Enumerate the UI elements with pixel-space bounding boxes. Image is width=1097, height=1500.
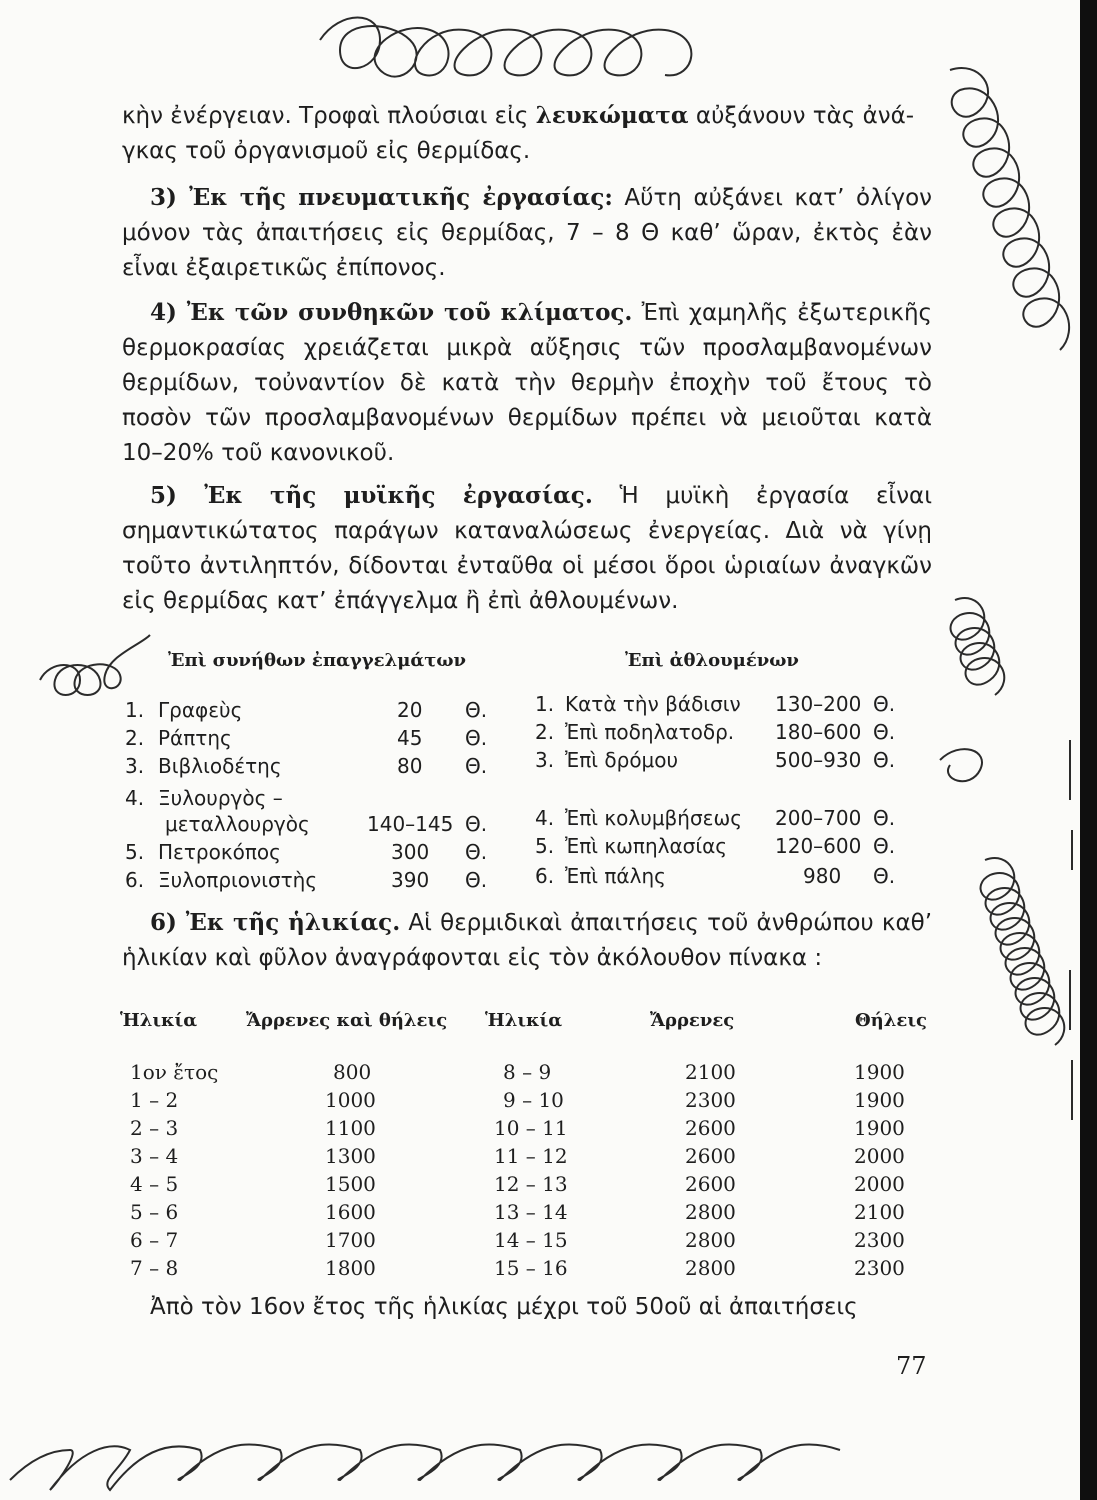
age-cell: 6 – 7 (130, 1228, 179, 1252)
row-number: 3. (535, 748, 555, 772)
paragraph-mental-work (122, 180, 932, 286)
calorie-cell: 2800 (685, 1200, 736, 1224)
age-cell: 2 – 3 (130, 1116, 179, 1140)
age-cell: 5 – 6 (130, 1200, 179, 1224)
calorie-unit: Θ. (873, 720, 896, 744)
activity-name: Κατὰ τὴν βάδισιν (565, 692, 741, 716)
calorie-value: 130–200 (775, 692, 862, 716)
row-number: 6. (125, 868, 145, 892)
calorie-cell: 2000 (854, 1172, 905, 1196)
age-cell: 10 – 11 (494, 1116, 568, 1140)
athletes-title: Ἐπὶ ἀθλουμένων (625, 650, 799, 671)
table-row (120, 1172, 940, 1200)
calorie-cell: 2300 (854, 1228, 905, 1252)
calorie-cell: 2300 (685, 1088, 736, 1112)
age-cell: 1 – 2 (130, 1088, 179, 1112)
page-edge (1080, 0, 1097, 1500)
calorie-unit: Θ. (465, 840, 488, 864)
column-header: Ἄρρενες καὶ θήλεις (246, 1010, 448, 1031)
age-cell: 15 – 16 (494, 1256, 568, 1280)
calorie-cell: 2800 (685, 1228, 736, 1252)
calorie-cell: 1800 (325, 1256, 376, 1280)
calorie-cell: 2100 (685, 1060, 736, 1084)
calorie-value: 80 (397, 754, 423, 778)
calorie-value: 140–145 (367, 812, 454, 836)
calorie-cell: 2600 (685, 1144, 736, 1168)
paragraph-continuation (122, 98, 932, 169)
age-cell: 4 – 5 (130, 1172, 179, 1196)
age-cell: 11 – 12 (494, 1144, 568, 1168)
paragraph-text: γκας τοῦ ὀργανισμοῦ εἰς θερμίδας. (122, 138, 531, 164)
calorie-value: 500–930 (775, 748, 862, 772)
calorie-cell: 1600 (325, 1200, 376, 1224)
age-cell: 8 – 9 (503, 1060, 552, 1084)
paragraph-text: Ἐπὶ χαμηλῆς ἐξωτερικῆς θερμοκρασίας χρειάζεται μικρὰ αὔξησις τῶν προσλαμβανομένων θερμίδων, τοὐναντίον δὲ κατὰ τὴν θερμὴν ἐποχὴν τοῦ ἔτους τὸ ποσὸν τῶν προσλαμβανομένων θερμίδων πρέπει νὰ μειοῦται κατὰ 10–20% τοῦ κανονικοῦ. (122, 300, 933, 466)
calorie-unit: Θ. (873, 864, 896, 888)
calorie-unit: Θ. (465, 698, 488, 722)
calorie-cell: 2600 (685, 1116, 736, 1140)
calorie-unit: Θ. (465, 868, 488, 892)
column-header: Ἄρρενες (650, 1010, 735, 1031)
row-number: 1. (125, 698, 145, 722)
calorie-cell: 1900 (854, 1116, 905, 1140)
activity-name: Ἐπὶ κωπηλασίας (565, 834, 728, 858)
athletes-table (535, 692, 905, 892)
calorie-cell: 1500 (325, 1172, 376, 1196)
calorie-unit: Θ. (873, 834, 896, 858)
section-heading: 5) Ἐκ τῆς μυϊκῆς ἐργασίας. (150, 482, 593, 509)
paragraph-text: αὐξάνουν τὰς ἀνά- (688, 103, 915, 129)
calorie-unit: Θ. (873, 748, 896, 772)
calorie-value: 200–700 (775, 806, 862, 830)
calorie-unit: Θ. (465, 726, 488, 750)
occupations-title: Ἐπὶ συνήθων ἐπαγγελμάτων (168, 650, 466, 671)
table-row (120, 1060, 940, 1088)
calorie-cell: 1900 (854, 1088, 905, 1112)
paragraph-text: Αἱ θερμιδικαὶ ἀπαιτήσεις τοῦ ἀνθρώπου καθ’ ἡλικίαν καὶ φῦλον ἀναγράφονται εἰς τὸν ἀκόλουθον πίνακα : (122, 910, 933, 971)
calorie-cell: 2000 (854, 1144, 905, 1168)
section-heading: 3) Ἐκ τῆς πνευματικῆς ἐργασίας: (150, 184, 613, 211)
age-cell: 1ον ἔτος (130, 1060, 219, 1084)
occupation-name: Ξυλουργὸς – (158, 786, 283, 810)
activity-name: Ἐπὶ δρόμου (565, 748, 679, 772)
calorie-unit: Θ. (465, 812, 488, 836)
calorie-unit: Θ. (465, 754, 488, 778)
age-cell: 13 – 14 (494, 1200, 568, 1224)
occupation-name: μεταλλουργὸς (165, 812, 310, 836)
paragraph-text: κὴν ἐνέργειαν. Τροφαὶ πλούσιαι εἰς (122, 103, 536, 129)
occupations-table (125, 698, 495, 898)
calorie-value: 980 (803, 864, 842, 888)
age-cell: 3 – 4 (130, 1144, 179, 1168)
calorie-cell: 1000 (325, 1088, 376, 1112)
calorie-value: 20 (397, 698, 423, 722)
age-calorie-table (120, 1010, 940, 1290)
calorie-cell: 1900 (854, 1060, 905, 1084)
calorie-cell: 1700 (325, 1228, 376, 1252)
activity-name: Ἐπὶ κολυμβήσεως (565, 806, 742, 830)
table-row (120, 1228, 940, 1256)
table-row (120, 1256, 940, 1284)
age-cell: 12 – 13 (494, 1172, 568, 1196)
paragraph-muscular-work (122, 478, 932, 619)
paragraph-climate (122, 295, 932, 471)
calorie-cell: 800 (333, 1060, 372, 1084)
calorie-cell: 2300 (854, 1256, 905, 1280)
calorie-value: 120–600 (775, 834, 862, 858)
calorie-value: 180–600 (775, 720, 862, 744)
table-row (120, 1088, 940, 1116)
age-cell: 14 – 15 (494, 1228, 568, 1252)
row-number: 5. (535, 834, 555, 858)
section-heading: 6) Ἐκ τῆς ἡλικίας. (150, 909, 401, 936)
occupation-name: Γραφεὺς (158, 698, 243, 722)
paragraph-text: Αὕτη αὐξάνει κατ’ ὀλίγον μόνον τὰς ἀπαιτήσεις εἰς θερμίδας, 7 – 8 Θ καθ’ ὥραν, ἐκτὸς ἐὰν εἶναι ἐξαιρετικῶς ἐπίπονος. (122, 185, 932, 281)
table-row (120, 1144, 940, 1172)
calorie-unit: Θ. (873, 806, 896, 830)
column-header: Ἡλικία (485, 1010, 563, 1031)
table-row (120, 1116, 940, 1144)
calorie-cell: 2600 (685, 1172, 736, 1196)
section-heading: 4) Ἐκ τῶν συνθηκῶν τοῦ κλίματος. (150, 299, 633, 326)
calorie-value: 300 (391, 840, 430, 864)
activity-name: Ἐπὶ ποδηλατοδρ. (565, 720, 735, 744)
row-number: 2. (125, 726, 145, 750)
row-number: 3. (125, 754, 145, 778)
occupation-name: Πετροκόπος (158, 840, 281, 864)
row-number: 5. (125, 840, 145, 864)
page-number: 77 (896, 1352, 927, 1380)
emphasis-term: λευκώματα (535, 102, 689, 129)
row-number: 2. (535, 720, 555, 744)
calorie-cell: 1100 (325, 1116, 376, 1140)
row-number: 1. (535, 692, 555, 716)
row-number: 4. (535, 806, 555, 830)
calorie-unit: Θ. (873, 692, 896, 716)
calorie-value: 45 (397, 726, 423, 750)
paragraph-text: Ἀπὸ τὸν 16ον ἔτος τῆς ἡλικίας μέχρι τοῦ 50οῦ αἱ ἀπαιτήσεις (150, 1294, 858, 1320)
column-header: Θήλεις (855, 1010, 927, 1031)
table-row (120, 1200, 940, 1228)
age-cell: 9 – 10 (503, 1088, 564, 1112)
paragraph-adult (122, 1290, 932, 1325)
paragraph-age (122, 905, 932, 976)
calorie-value: 390 (391, 868, 430, 892)
calorie-cell: 2800 (685, 1256, 736, 1280)
row-number: 6. (535, 864, 555, 888)
row-number: 4. (125, 786, 145, 810)
column-header: Ἡλικία (120, 1010, 198, 1031)
paragraph-text: Ἡ μυϊκὴ ἐργασία εἶναι σημαντικώτατος παράγων καταναλώσεως ἐνεργείας. Διὰ νὰ γίνῃ τοῦτο ἀντιληπτόν, δίδονται ἐνταῦθα οἱ μέσοι ὅροι ὡριαίων ἀναγκῶν εἰς θερμίδας κατ’ ἐπάγγελμα ἢ ἐπὶ ἀθλουμένων. (122, 483, 933, 614)
occupation-name: Ξυλοπριονιστὴς (158, 868, 318, 892)
occupation-name: Ράπτης (158, 726, 232, 750)
age-cell: 7 – 8 (130, 1256, 179, 1280)
occupation-name: Βιβλιοδέτης (158, 754, 282, 778)
calorie-cell: 1300 (325, 1144, 376, 1168)
activity-name: Ἐπὶ πάλης (565, 864, 666, 888)
calorie-cell: 2100 (854, 1200, 905, 1224)
